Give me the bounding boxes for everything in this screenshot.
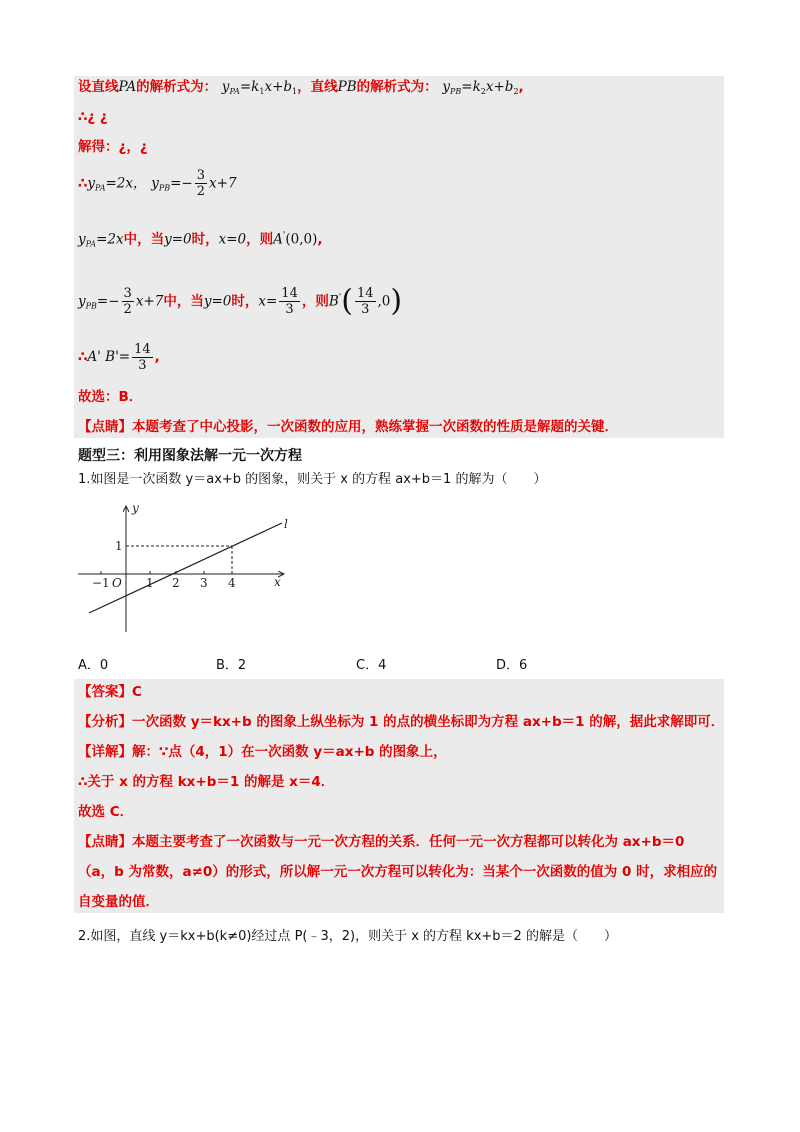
- q1-comment-1: 【点睛】本题主要考查了一次函数与一元一次方程的关系．任何一元一次方程都可以转化为 ax+b＝0: [78, 834, 685, 850]
- q1-answer: 【答案】C: [78, 684, 142, 700]
- solution-line-1: 设直线PA的解析式为： $y_{PA}=k_1x+b_1$，直线PB的解析式为： $y_{PB}=k_2x+b_2$,: [78, 79, 524, 96]
- q1-detail: 【详解】解：∵点（4，1）在一次函数 y＝ax+b 的图象上，: [78, 744, 447, 760]
- solution-line-5: $y_{PA}=2x$中，当y=0时，x=0，则A'(0,0),: [78, 231, 323, 249]
- section-title: 题型三：利用图象法解一元一次方程: [78, 448, 302, 464]
- solution-line-2: ∴¿ ¿: [78, 109, 108, 125]
- line-label: l: [284, 517, 288, 531]
- solution-comment: 【点睛】本题考查了中心投影，一次函数的应用，熟练掌握一次函数的性质是解题的关键．: [78, 419, 618, 435]
- choice-a[interactable]: A．0: [78, 658, 109, 673]
- y-tick-1: 1: [115, 539, 123, 553]
- y-axis-label: y: [132, 501, 139, 515]
- q1-graph: [74, 500, 304, 640]
- q1-analysis: 【分析】一次函数 y＝kx+b 的图象上纵坐标为 1 的点的横坐标即为方程 ax+b＝1 的解，据此求解即可．: [78, 714, 725, 730]
- q2-stem: 2.如图，直线 y＝kx+b(k≠0)经过点 P(﹣3，2)，则关于 x 的方程 kx+b＝2 的解是（ ）: [78, 929, 617, 944]
- x-tick-4: 4: [228, 576, 236, 590]
- choice-d[interactable]: D．6: [496, 658, 528, 673]
- origin-label: O: [112, 576, 122, 590]
- q1-stem: 1.如图是一次函数 y＝ax+b 的图象，则关于 x 的方程 ax+b＝1 的解为（ ）: [78, 472, 547, 487]
- solution-line-6: $y_{PB}=-$ $\frac{3}{2}$ x+7中，当y=0时，x= $\frac{14}{3}$ ，则B'( $\frac{14}{3}$ ,0): [78, 283, 403, 319]
- choice-c[interactable]: C．4: [356, 658, 387, 673]
- solution-background: [74, 76, 724, 438]
- solution-line-8: 故选：B．: [78, 389, 143, 405]
- q1-comment-3: 自变量的值．: [78, 894, 159, 910]
- x-tick-neg1: −1: [92, 576, 110, 590]
- choice-b[interactable]: B．2: [216, 658, 247, 673]
- q1-pick: 故选 C．: [78, 804, 134, 820]
- solution-line-7: ∴A' B'= $\frac{14}{3}$ ,: [78, 341, 160, 373]
- x-tick-2: 2: [172, 576, 180, 590]
- q1-comment-2: （a，b 为常数，a≠0）的形式，所以解一元一次方程可以转化为：当某个一次函数的值为 0 时，求相应的: [78, 864, 718, 880]
- q1-detail-2: ∴关于 x 的方程 kx+b＝1 的解是 x＝4．: [78, 774, 335, 790]
- solution-line-4: $\therefore y_{PA}=2x$， $y_{PB}=-$ $\frac{3}{2}$ x+7: [78, 168, 237, 199]
- x-tick-3: 3: [200, 576, 208, 590]
- x-tick-1: 1: [146, 576, 154, 590]
- graph-line-l: [89, 523, 282, 613]
- x-axis-label: x: [274, 575, 281, 589]
- solution-line-3: 解得：¿，¿: [78, 139, 148, 155]
